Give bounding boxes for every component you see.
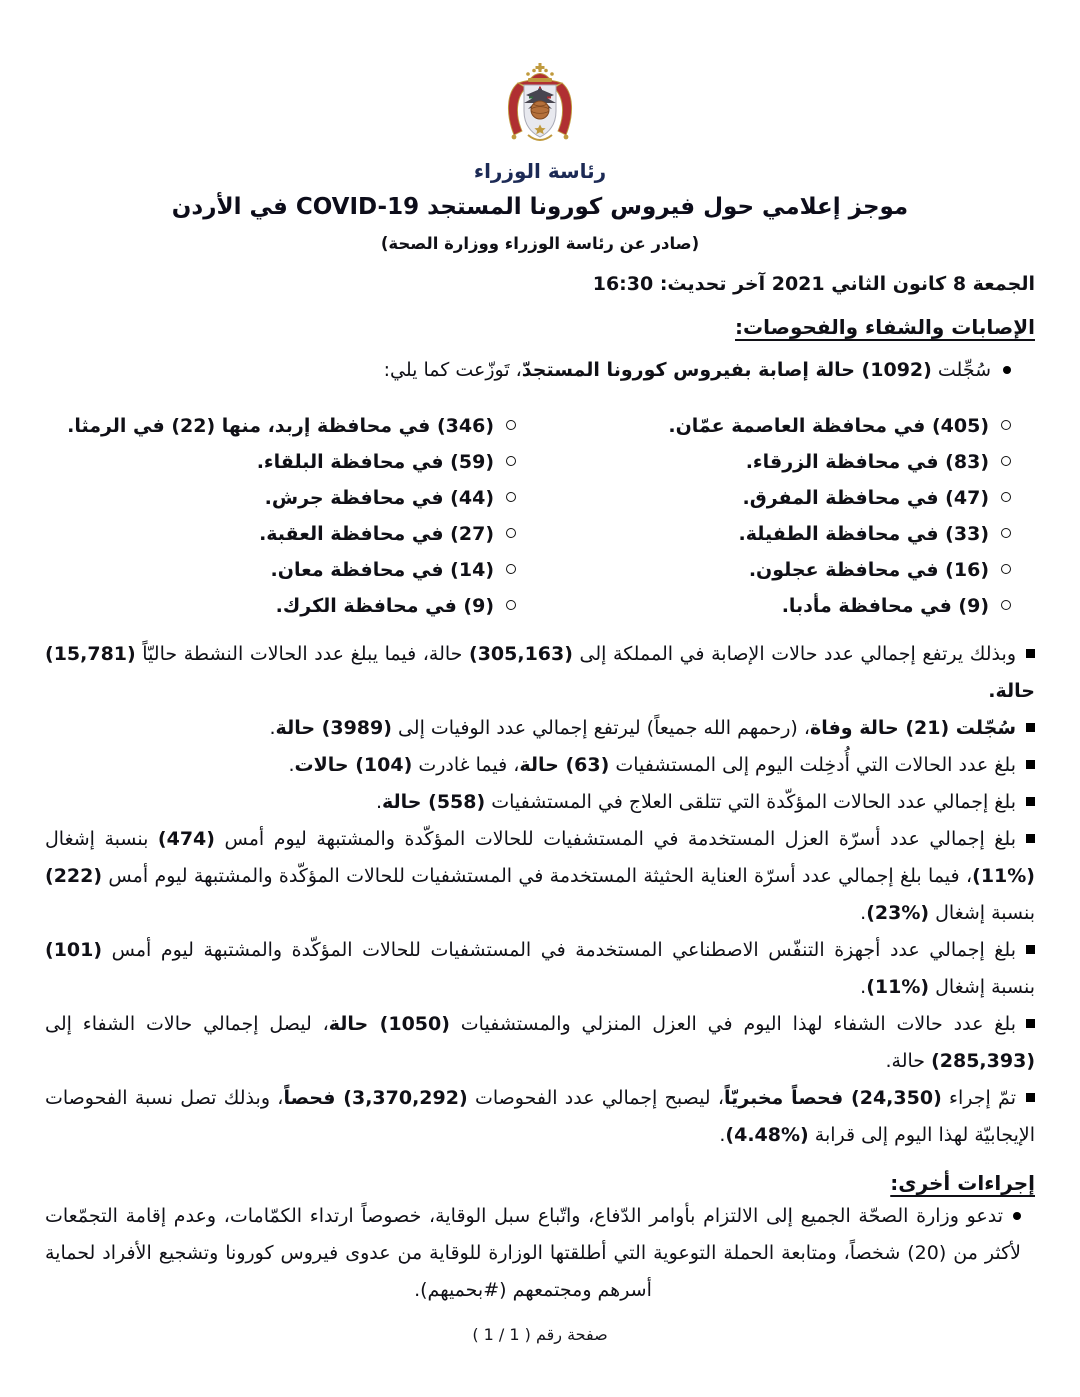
bullet-circle-icon [1001, 492, 1011, 502]
governorates-right-column [540, 408, 1035, 624]
logo-block [45, 60, 1035, 156]
governorate-item [540, 588, 1035, 624]
governorate-text: (346) في محافظة إربد، منها (22) في الرمثا. [67, 415, 494, 437]
section-heading-infections: الإصابات والشفاء والفحوصات: [735, 315, 1035, 339]
governorate-text: (16) في محافظة عجلون. [748, 559, 989, 581]
stat-bullet-hospitalized [45, 784, 1035, 821]
governorate-item [45, 408, 540, 444]
page-number: صفحة رقم ( 1 / 1 ) [472, 1325, 608, 1344]
governorate-item [45, 588, 540, 624]
bullet-square-icon [1026, 723, 1035, 732]
bullet-square-icon [1026, 797, 1035, 806]
bullet-circle-icon [1001, 564, 1011, 574]
bullet-square-icon [1026, 945, 1035, 954]
stat-text: وبذلك يرتفع إجمالي عدد حالات الإصابة في المملكة إلى (305,163) حالة، فيما يبلغ عدد الحالات النشطة حاليّاً (15,781) حالة. [45, 643, 1035, 702]
bullet-circle-icon [506, 420, 516, 430]
bullet-circle-icon [506, 600, 516, 610]
logo-caption: رئاسة الوزراء [473, 159, 607, 183]
bullet-circle-icon [506, 564, 516, 574]
governorate-text: (9) في محافظة الكرك. [275, 595, 494, 617]
governorate-text: (9) في محافظة مأدبا. [781, 595, 989, 617]
page-title: موجز إعلامي حول فيروس كورونا المستجد COVID-19 في الأردن [171, 194, 909, 220]
bullet-circle-icon [1001, 420, 1011, 430]
stat-text: بلغ إجمالي عدد أسرّة العزل المستخدمة في المستشفيات للحالات المؤكّدة والمشتبهة ليوم أمس (474) بنسبة إشغال (%11)، فيما بلغ إجمالي عدد أسرّة العناية الحثيثة المستخدمة في المستشفيات للحالات المؤكّدة والمشتبهة ليوم أمس (222) بنسبة إشغال (%23). [45, 828, 1035, 924]
governorate-item [540, 480, 1035, 516]
intro-bullet-text: سُجِّلت (1092) حالة إصابة بفيروس كورونا المستجدّ، تَوزّعت كما يلي: [383, 359, 991, 381]
governorates-columns [45, 408, 1035, 624]
stat-bullet-ventilators [45, 932, 1035, 1006]
governorate-text: (27) في محافظة العقبة. [259, 523, 494, 545]
stat-bullet-recoveries [45, 1006, 1035, 1080]
bullet-square-icon [1026, 760, 1035, 769]
jordan-coat-of-arms-icon [480, 60, 600, 152]
stat-bullet-tests [45, 1080, 1035, 1154]
governorate-text: (14) في محافظة معان. [270, 559, 494, 581]
bullet-square-icon [1026, 834, 1035, 843]
bullet-circle-icon [506, 528, 516, 538]
stat-bullet-deaths [45, 710, 1035, 747]
governorate-item [45, 552, 540, 588]
governorate-text: (47) في محافظة المفرق. [742, 487, 989, 509]
stat-bullet-admissions [45, 747, 1035, 784]
bullet-circle-icon [1001, 600, 1011, 610]
bullet-circle-icon [506, 492, 516, 502]
stat-bullet-total-cases [45, 636, 1035, 710]
bullet-square-icon [1026, 1093, 1035, 1102]
governorate-item [45, 444, 540, 480]
stat-text: سُجّلت (21) حالة وفاة، (رحمهم الله جميعاً) ليرتفع إجمالي عدد الوفيات إلى (3989) حالة. [269, 717, 1016, 739]
statistics-list [45, 636, 1035, 1154]
bullet-circle-icon [1001, 528, 1011, 538]
governorate-text: (83) في محافظة الزرقاء. [745, 451, 989, 473]
governorate-text: (59) في محافظة البلقاء. [256, 451, 494, 473]
date-line: الجمعة 8 كانون الثاني 2021 آخر تحديث: 16:30 [592, 273, 1035, 295]
bullet-dot-icon [1003, 366, 1011, 374]
stat-text: بلغ عدد حالات الشفاء لهذا اليوم في العزل المنزلي والمستشفيات (1050) حالة، ليصل إجمالي حالات الشفاء إلى (285,393) حالة. [45, 1013, 1035, 1072]
stat-text: بلغ عدد الحالات التي أُدخِلت اليوم إلى المستشفيات (63) حالة، فيما غادرت (104) حالات. [288, 754, 1016, 776]
stat-text: بلغ إجمالي عدد أجهزة التنفّس الاصطناعي المستخدمة في المستشفيات للحالات المؤكّدة والمشتبهة ليوم أمس (101) بنسبة إشغال (%11). [45, 939, 1035, 998]
governorate-item [540, 408, 1035, 444]
governorate-item [540, 444, 1035, 480]
advice-bullet [45, 1198, 1035, 1309]
governorates-left-column [45, 408, 540, 624]
governorate-text: (44) في محافظة جرش. [264, 487, 494, 509]
stat-bullet-isolation-icu-beds [45, 821, 1035, 932]
bullet-square-icon [1026, 649, 1035, 658]
governorate-item [540, 516, 1035, 552]
advice-text: تدعو وزارة الصحّة الجميع إلى الالتزام بأوامر الدّفاع، واتّباع سبل الوقاية، خصوصاً ارتداء الكمّامات، وعدم إقامة التجمّعات لأكثر من (20) شخصاً، ومتابعة الحملة التوعوية التي أطلقتها الوزارة للوقاية من عدوى فيروس كورونا وتشجيع الأفراد لحماية أسرهم ومجتمعهم (#بحميهم). [45, 1205, 1021, 1301]
bullet-square-icon [1026, 1019, 1035, 1028]
governorate-text: (405) في محافظة العاصمة عمّان. [668, 415, 989, 437]
governorate-item [45, 480, 540, 516]
page-subtitle: (صادر عن رئاسة الوزراء ووزارة الصحة) [380, 234, 700, 253]
bullet-circle-icon [506, 456, 516, 466]
intro-bullet [45, 352, 1035, 389]
governorate-text: (33) في محافظة الطفيلة. [738, 523, 989, 545]
stat-text: تمّ إجراء (24,350) فحصاً مخبريّاً، ليصبح إجمالي عدد الفحوصات (3,370,292) فحصاً، وبذلك تصل نسبة الفحوصات الإيجابيّة لهذا اليوم إلى قرابة (%4.48). [45, 1087, 1035, 1146]
stat-text: بلغ إجمالي عدد الحالات المؤكّدة التي تتلقى العلاج في المستشفيات (558) حالة. [375, 791, 1016, 813]
governorate-item [45, 516, 540, 552]
governorate-item [540, 552, 1035, 588]
bullet-circle-icon [1001, 456, 1011, 466]
bullet-dot-icon [1013, 1212, 1021, 1220]
section-heading-other-measures: إجراءات أخرى: [890, 1171, 1035, 1195]
